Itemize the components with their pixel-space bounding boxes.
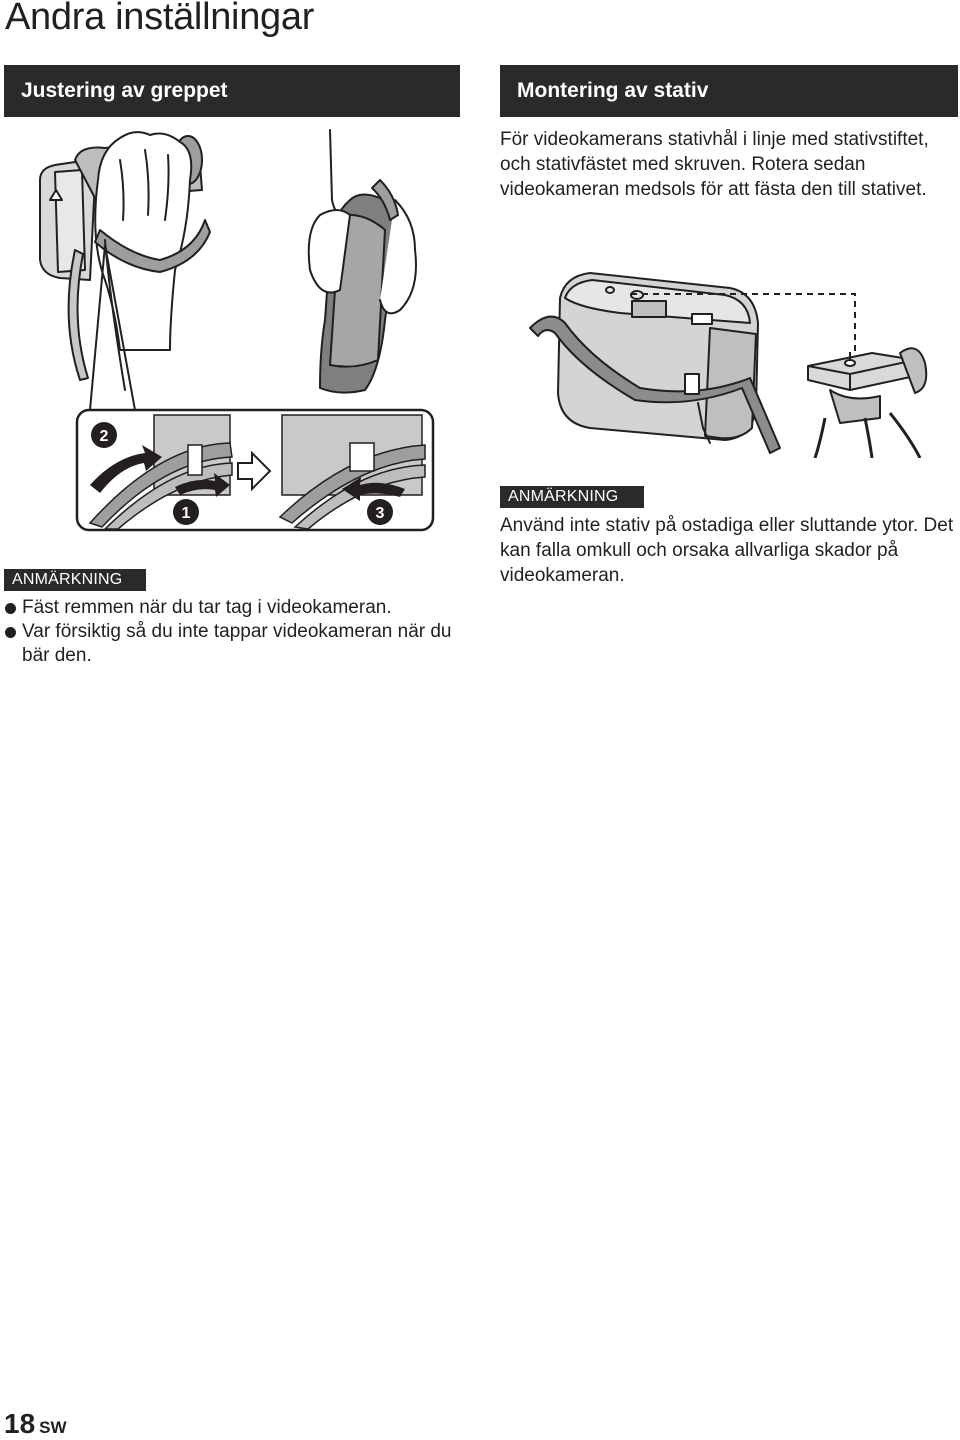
section-heading-grip-label: Justering av greppet	[21, 79, 228, 102]
note-label-grip: ANMÄRKNING	[4, 569, 146, 591]
step-3-number: 3	[375, 505, 385, 522]
page-number: 18	[4, 1408, 36, 1439]
step-1-marker	[173, 499, 199, 525]
page-footer	[4, 1408, 67, 1440]
section-heading-tripod-label: Montering av stativ	[517, 79, 709, 102]
bullet-icon	[5, 627, 16, 638]
strap-steps-illustration	[20, 405, 436, 533]
note-label-tripod: ANMÄRKNING	[500, 486, 644, 508]
note-list-grip	[4, 596, 464, 668]
note-text-tripod: Använd inte stativ på ostadiga eller sluttande ytor. Det kan falla omkull och orsaka allvarliga skador på videokameran.	[500, 515, 954, 586]
section-heading-tripod	[500, 65, 958, 117]
section-heading-grip	[4, 65, 460, 117]
language-code: SW	[39, 1418, 67, 1437]
note-item-text: Fäst remmen när du tar tag i videokameran.	[22, 597, 392, 618]
grip-adjustment-illustration	[20, 120, 440, 410]
step-2-number: 2	[99, 428, 109, 445]
tripod-instructions: För videokamerans stativhål i linje med stativstiftet, och stativfästet med skruven. Rotera sedan videokameran medsols för att fästa den till stativet.	[500, 129, 929, 200]
step-1-number: 1	[181, 505, 191, 522]
step-2-marker	[91, 422, 117, 448]
step-3-marker	[367, 499, 393, 525]
tripod-mounting-illustration	[520, 268, 935, 458]
page-title: Andra inställningar	[5, 0, 315, 38]
note-item-text: Var försiktig så du inte tappar videokameran när du bär den.	[22, 621, 452, 666]
bullet-icon	[5, 603, 16, 614]
list-item	[4, 596, 464, 620]
list-item	[4, 620, 464, 668]
